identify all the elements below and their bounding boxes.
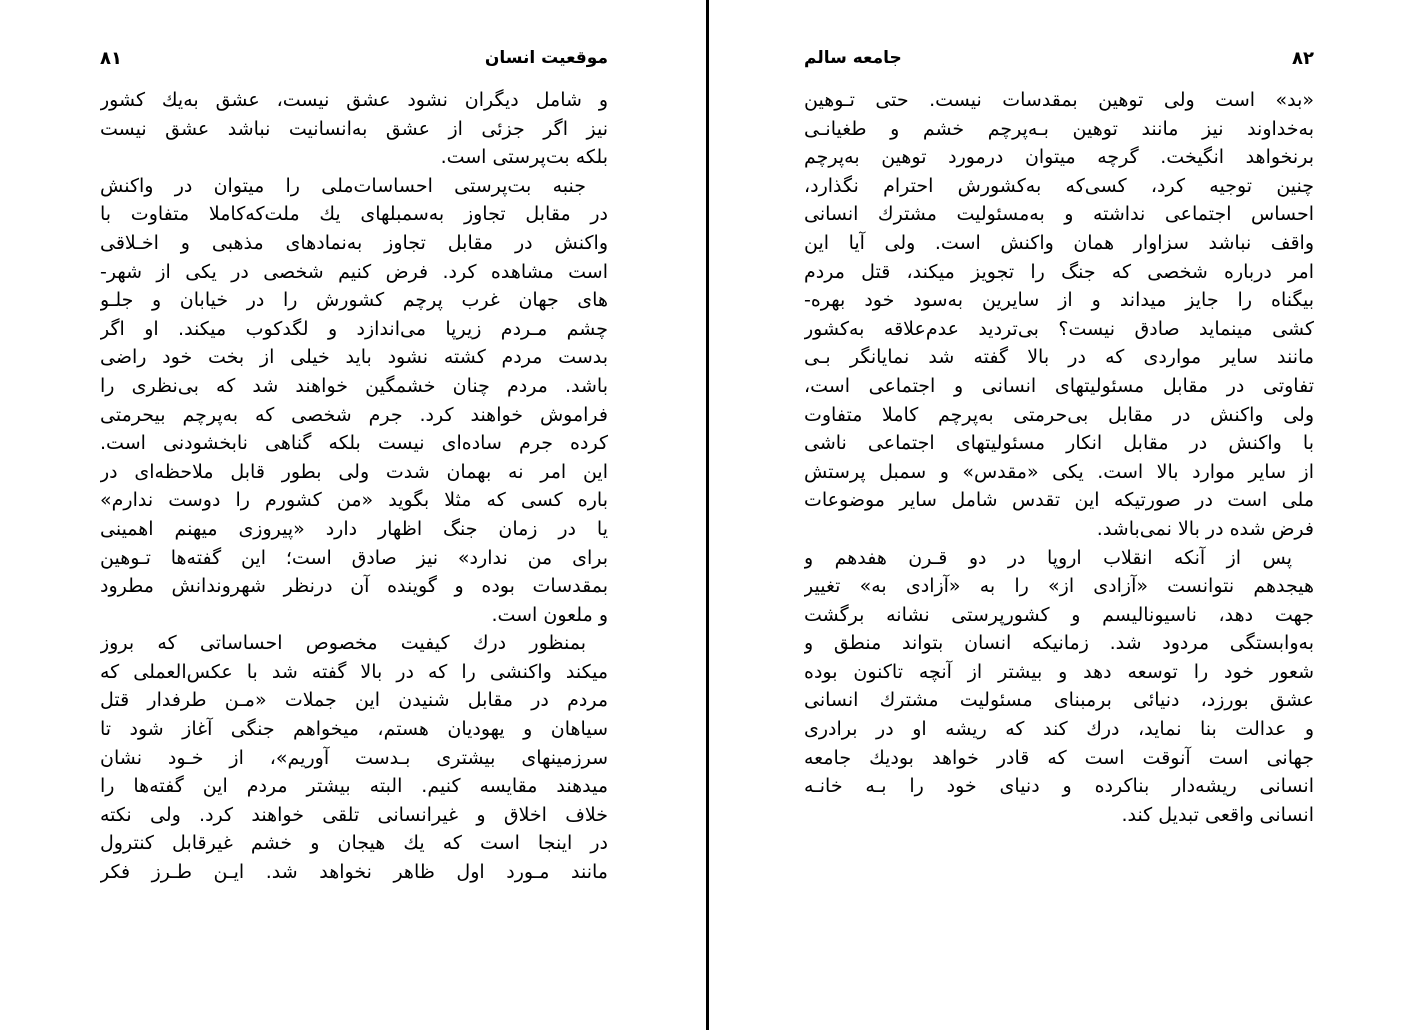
text-line: مانند سایر مواردی که در بالا گفته شد نمایانگر بـی (804, 346, 1314, 369)
text-line: پس از آنکه انقلاب اروپا در دو قـرن هفدهم و (804, 546, 1292, 569)
text-line: در اینجا است که یك هیجان و خشم غیرقابل کنترول (100, 832, 608, 855)
left-page-header (100, 44, 608, 78)
text-line: انسانی واقعی تبدیل کند. (1121, 803, 1314, 826)
running-title: موقعیت انسان (484, 48, 608, 68)
text-line: واقف نباشد سزاوار همان واکنش است. ولی آیا این (804, 231, 1314, 254)
text-line: برای من ندارد» نیز صادق است؛ این گفته‌ها تـوهین (100, 546, 608, 569)
text-line: عشق بورزد، دنیائی برمبنای مسئولیت مشترك انسانی (804, 689, 1314, 712)
running-title: جامعه سالم (804, 48, 902, 68)
text-line: در مقابل تجاوز به‌سمبلهای یك ملت‌که‌کاملا متفاوت با (100, 203, 608, 226)
text-line: شعور خود را توسعه دهد و بیشتر از آنچه تاکنون بوده (804, 660, 1314, 683)
text-line: تفاوتی در مقابل مسئولیتهای انسانی و اجتماعی است، (804, 374, 1314, 397)
text-line: ملی است در صورتیکه این تقدس شامل سایر موضوعات (804, 489, 1314, 512)
text-line: فرض شده در بالا نمی‌باشد. (1096, 517, 1314, 540)
text-line: امر درباره شخصی که جنگ را تجویز میکند، قتل مردم (804, 260, 1314, 283)
text-line: چشم مـردم زیرپا می‌اندازد و لگدکوب میکند. او اگر (100, 317, 608, 340)
text-line: مردم در مقابل شنیدن این جملات «مـن طرفدار قتل (100, 689, 608, 712)
text-line: ولی واکنش در مقابل بی‌حرمتی به‌پرچم کاملا متفاوت (804, 403, 1314, 426)
text-line: باره کسی که مثلا بگوید «من کشورم را دوست ندارم» (100, 489, 608, 512)
text-line: و شامل دیگران نشود عشق نیست، عشق به‌یك کشور (100, 89, 608, 111)
page-text (100, 86, 608, 887)
page-text (804, 86, 1314, 829)
right-page-header (804, 44, 1314, 78)
text-line: از سایر موارد بالا است. یکی «مقدس» و سمبل پرستش (804, 460, 1314, 483)
text-line: بدست مردم کشته نشود باید خیلی از بخت خود راضی (100, 346, 608, 369)
text-line: باشد. مردم چنان خشمگین خواهند شد که بی‌نظری را (100, 374, 608, 397)
text-line: بمقدسات بوده و گوینده آن درنظر شهروندانش مطرود (100, 575, 608, 598)
text-line: به‌وابستگی مردود شد. زمانیکه انسان بتواند منطق و (804, 632, 1314, 655)
text-line: «بد» است ولی توهین بمقدسات نیست. حتی تـوهین (804, 89, 1314, 111)
text-line: جهانی است آنوقت است که قادر خواهد بودیك جامعه (804, 746, 1314, 769)
page-number: ۸۱ (100, 48, 122, 69)
text-line: با واکنش در مقابل انکار مسئولیتهای اجتماعی ناشی (804, 432, 1314, 455)
text-line: سیاهان و یهودیان هستم، میخواهم جنگی آغاز شود تا (100, 718, 608, 741)
text-line: یا در زمان جنگ اظهار دارد «پیروزی میهنم اهمینی (100, 517, 608, 540)
text-line: چنین توجیه کرد، کسی‌که به‌کشورش احترام نگذارد، (804, 174, 1314, 197)
text-line: میدهند مقایسه کنیم. البته بیشتر مردم این گفته‌ها را (100, 775, 608, 798)
text-line: کرده جرم ساده‌ای نیست بلکه گناهی نابخشودنی است. (100, 432, 608, 455)
text-line: هیجدهم نتوانست «آزادی از» را به «آزادی به» تغییر (804, 575, 1314, 598)
right-page (804, 44, 1314, 829)
text-line: است مشاهده کرد. فرض کنیم شخصی در یکی از شهر- (100, 260, 608, 283)
text-line: فراموش خواهند کرد. جرم شخصی که به‌پرچم بیحرمتی (100, 403, 608, 426)
text-line: این امر نه بهمان شدت ولی بطور قابل ملاحظه‌ای در (100, 460, 608, 483)
text-line: سرزمینهای بیشتری بـدست آوریم»، از خـود نشان (100, 746, 608, 769)
text-line: نیز اگر جزئی از عشق به‌انسانیت نباشد عشق نیست (100, 117, 608, 140)
text-line: و ملعون است. (491, 603, 608, 626)
text-line: جنبه بت‌پرستی احساسات‌ملی را میتوان در واکنش (100, 174, 586, 197)
left-page (100, 44, 608, 887)
text-line: خلاف اخلاق و غیرانسانی تلقی خواهند کرد. ولی نکته (100, 803, 608, 826)
text-line: بلکه بت‌پرستی است. (440, 146, 608, 169)
text-line: میکند واکنشی را که در بالا گفته شد با عکس‌العملی که (100, 660, 608, 683)
text-line: مانند مـورد اول ظاهر نخواهد شد. ایـن طـرز فکر (100, 861, 608, 884)
text-line: و عدالت بنا نماید، درك کند که ریشه او در برادری (804, 718, 1314, 741)
text-line: انسانی ریشه‌دار بناکرده و دنیای خود را بـه خانـه (804, 775, 1314, 798)
page-divider (706, 0, 709, 1030)
text-line: بمنظور درك کیفیت مخصوص احساساتی که بروز (100, 632, 586, 655)
text-line: بیگناه را جایز میداند و از سایرین به‌سود خود بهره- (804, 289, 1314, 312)
text-line: احساس اجتماعی نداشته و به‌مسئولیت مشترك انسانی (804, 203, 1314, 226)
text-line: جهت دهد، ناسیونالیسم و کشورپرستی نشانه برگشت (804, 603, 1314, 626)
text-line: واکنش در مقابل تجاوز به‌نمادهای مذهبی و اخـلاقی (100, 231, 608, 254)
text-line: به‌خداوند نیز مانند توهین بـه‌پرچم خشم و طغیانـی (804, 117, 1314, 140)
text-line: های جهان غرب پرچم کشورش را در خیابان و جلـو (100, 289, 608, 312)
page-number: ۸۲ (1292, 48, 1314, 69)
text-line: کشی مینماید صادق نیست؟ بی‌تردید عدم‌علاقه به‌کشور (804, 317, 1314, 340)
text-line: برنخواهد انگیخت. گرچه میتوان درمورد توهین به‌پرچم (804, 146, 1314, 169)
